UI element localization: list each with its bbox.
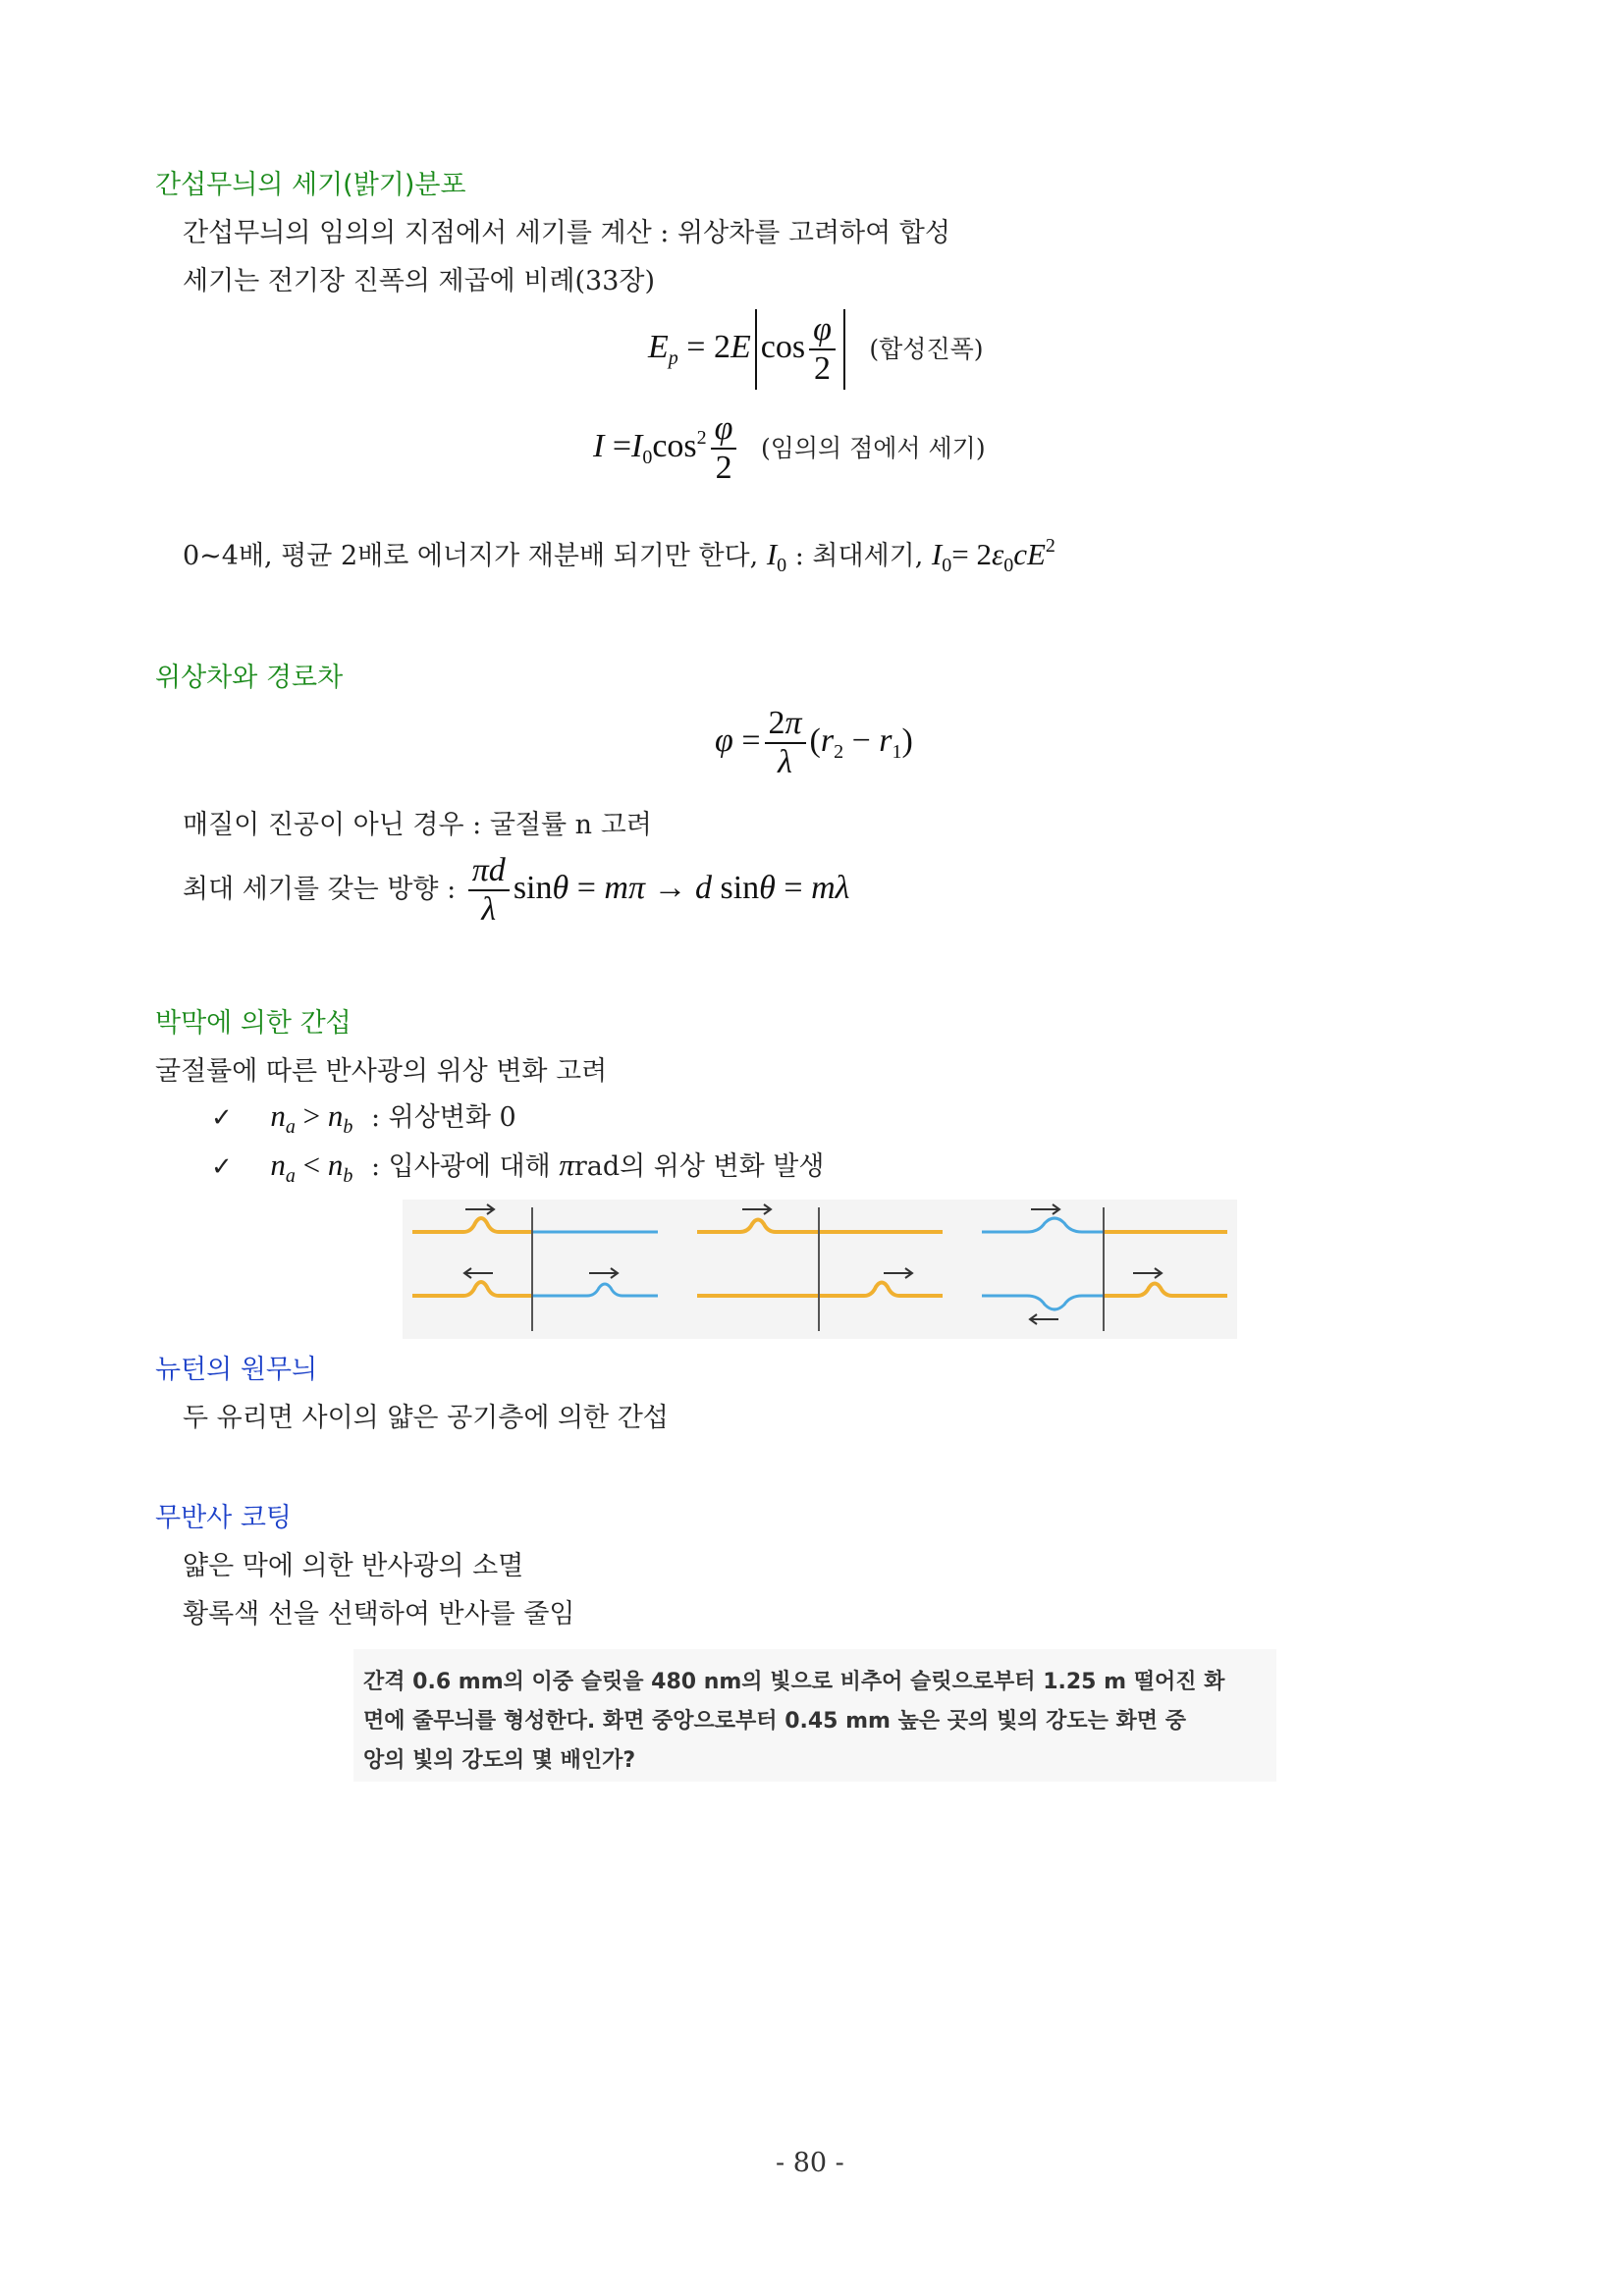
equation-amplitude: $E_p = 2E$ cos $\frac{\varphi}{2}$ (합성진폭) — [648, 309, 984, 390]
medium-line: 매질이 진공이 아닌 경우 : 굴절률 n 고려 — [183, 810, 652, 840]
bullet-2-note-a: : 입사광에 대해 — [370, 1151, 551, 1182]
coating-line-2: 황록색 선을 선택하여 반사를 줄임 — [183, 1599, 575, 1629]
coating-line-1: 얇은 막에 의한 반사광의 소멸 — [183, 1551, 524, 1581]
equation-max-direction: $\frac{\pi d}{\lambda}$ sinθ = mπ → d sinθ = mλ — [464, 870, 850, 906]
heading-anti-reflection: 무반사 코팅 — [155, 1503, 292, 1533]
heading-phase-path: 위상차와 경로차 — [155, 663, 344, 693]
problem-box — [353, 1649, 1276, 1782]
check-icon: ✓ — [211, 1152, 233, 1182]
problem-line-2: 면에 줄무늬를 형성한다. 화면 중앙으로부터 0.45 mm 높은 곳의 빛의 강도는 화면 중 — [363, 1709, 1186, 1734]
inequality-na-gt-nb: $n_a > n_b$ — [270, 1098, 353, 1138]
intensity-summary — [183, 534, 1055, 577]
equation-amplitude-note: (합성진폭) — [869, 334, 984, 363]
problem-line-1: 간격 0.6 mm의 이중 슬릿을 480 nm의 빛으로 비추어 슬릿으로부터 1.25 m 떨어진 화 — [363, 1670, 1225, 1694]
thin-film-line-1: 굴절률에 따른 반사광의 위상 변화 고려 — [155, 1056, 608, 1087]
bullet-na-lt-nb — [211, 1145, 824, 1188]
intensity-line-2: 세기는 전기장 진폭의 제곱에 비례(33장) — [183, 266, 655, 296]
heading-thin-film: 박막에 의한 간섭 — [155, 1008, 352, 1039]
max-intensity-label: : 최대세기, — [794, 541, 924, 571]
pi-symbol: π — [559, 1148, 574, 1182]
check-icon: ✓ — [211, 1103, 233, 1133]
intensity-line-1: 간섭무늬의 임의의 지점에서 세기를 계산 : 위상차를 고려하여 합성 — [183, 218, 950, 248]
i0-formula: $I_0= 2\varepsilon_0cE^2$ — [931, 535, 1055, 576]
equation-intensity-note: (임의의 점에서 세기) — [760, 433, 986, 462]
problem-line-3: 앙의 빛의 강도의 몇 배인가? — [363, 1748, 636, 1773]
heading-newton-rings: 뉴턴의 원무늬 — [155, 1355, 318, 1385]
bullet-na-gt-nb — [211, 1095, 516, 1139]
newton-line-1: 두 유리면 사이의 얇은 공기층에 의한 간섭 — [183, 1403, 669, 1433]
equation-phase-difference: φ = $\frac{2\pi}{\lambda}$ $(r_2 - r_1)$ — [715, 705, 913, 780]
bullet-1-note: : 위상변화 0 — [370, 1102, 516, 1133]
bullet-2-note-b: rad의 위상 변화 발생 — [573, 1151, 825, 1182]
max-direction-label: 최대 세기를 갖는 방향 : — [183, 874, 457, 905]
equation-intensity: $I =I_0\cos^2$ $\frac{\varphi}{2}$ (임의의 점에서 세기) — [593, 410, 986, 486]
intensity-summary-text: 0~4배, 평균 2배로 에너지가 재분배 되기만 한다, — [183, 541, 759, 571]
heading-intensity: 간섭무늬의 세기(밝기)분포 — [155, 170, 466, 200]
inequality-na-lt-nb: $n_a < n_b$ — [270, 1148, 353, 1187]
i0-symbol: $I_0$ — [766, 537, 787, 576]
max-direction-line — [183, 852, 849, 929]
page-number: - 80 - — [776, 2148, 844, 2178]
reflection-diagrams — [403, 1200, 1237, 1339]
